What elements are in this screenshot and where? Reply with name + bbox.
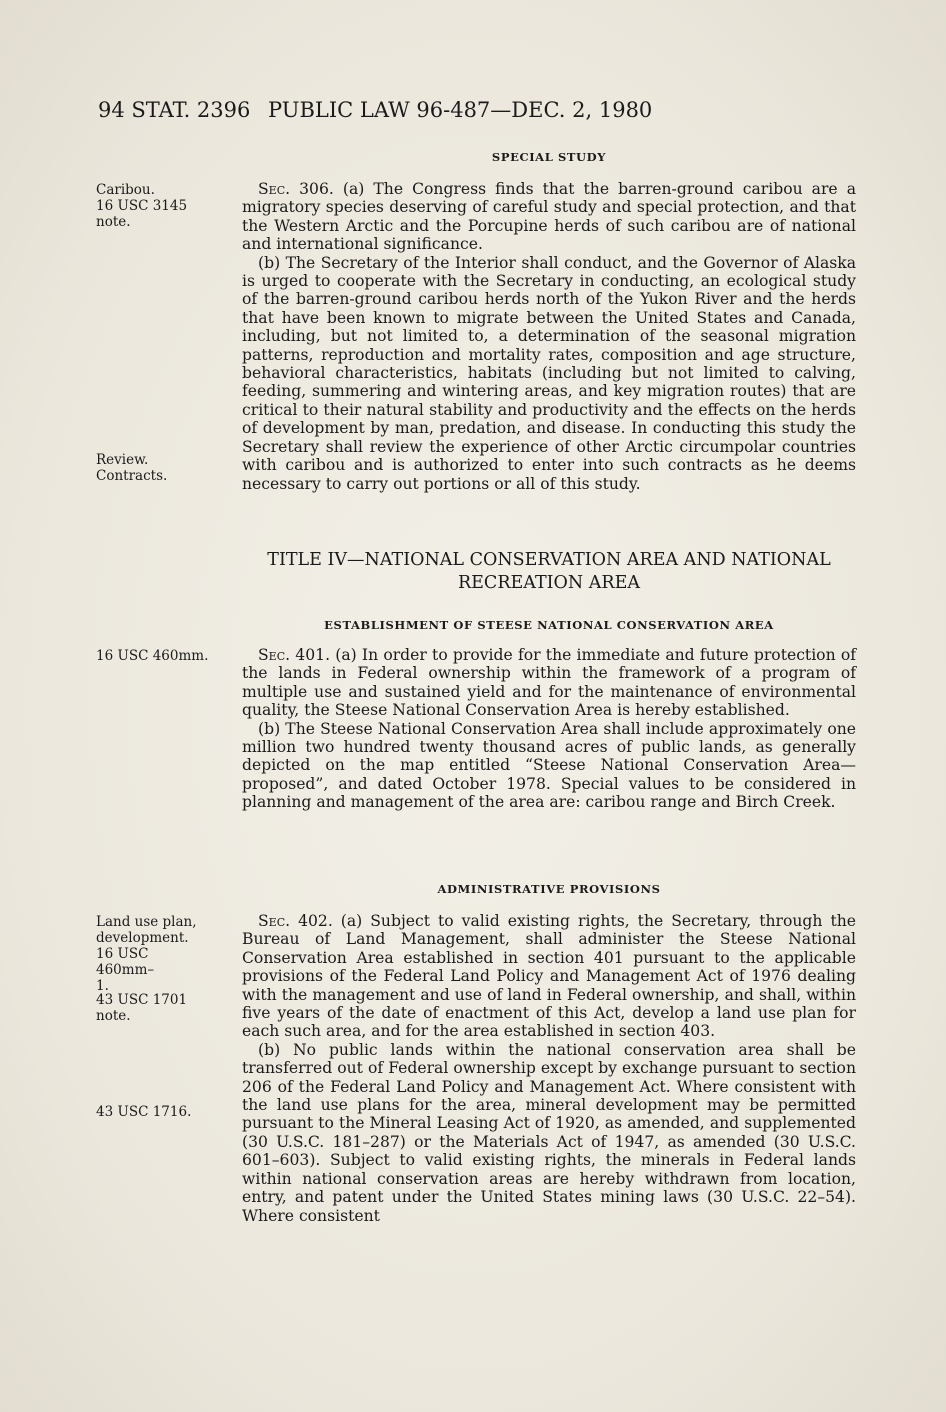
margin-note-1716: 43 USC 1716. [96, 1104, 192, 1120]
section-402-a [242, 912, 856, 1041]
margin-note-land-use [96, 914, 208, 994]
heading-steese-establishment: ESTABLISHMENT OF STEESE NATIONAL CONSERVATION AREA [324, 618, 774, 632]
section-306-a-text: 306. (a) The Congress finds that the barren-ground caribou are a migratory species deserving of careful study and special protection, and that the Western Arctic and the Porcupine herds of such caribou are of national and international significance. [242, 180, 856, 254]
section-402-a-text: 402. (a) Subject to valid existing rights, the Secretary, through the Bureau of Land Management, shall administer the Steese National Conservation Area established in section 401 pursuant to the applicable provisions of the Federal Land Policy and Management Act of 1976 dealing with the management and use of land in Federal ownership, and shall, within five years of the date of enactment of this Act, develop a land use plan for each such area, and for the area established in section 403. [242, 912, 856, 1041]
margin-note-contracts-label: Contracts. [96, 468, 168, 484]
margin-note-caribou-cite: 16 USC 3145 note. [96, 198, 188, 230]
margin-note-caribou [96, 182, 236, 230]
margin-note-caribou-label: Caribou. [96, 182, 155, 198]
section-label: Sec. [258, 912, 291, 930]
title-iv-line1: TITLE IV—NATIONAL CONSERVATION AREA AND NATIONAL [267, 550, 831, 570]
margin-note-review [96, 452, 236, 484]
margin-note-review-label: Review. [96, 452, 149, 468]
heading-special-study: SPECIAL STUDY [491, 150, 607, 164]
section-306-b: (b) The Secretary of the Interior shall conduct, and the Governor of Alaska is urged to cooperate with the Secretary in conducting, an ecological study of the barren-ground caribou herds north of the Yukon River and the herds that have been known to migrate between the United States and Canada, including, but not limited to, a determination of the seasonal migration patterns, reproduction and mortality rates, composition and age structure, behavioral characteristics, habitats (including but not limited to calving, feeding, summering and wintering areas, and key migration routes) that are critical to their natural stability and productivity and the effects on the herds of development by man, predation, and disease. In conducting this study the Secretary shall review the experience of other Arctic circumpolar countries with caribou and is authorized to enter into such contracts as he deems necessary to carry out portions or all of this study. [242, 253, 856, 493]
section-401 [242, 646, 856, 812]
section-401-b: (b) The Steese National Conservation Area shall include approximately one million two hundred twenty thousand acres of public lands, as generally depicted on the map entitled “Steese National Conservation Area—proposed”, and dated October 1978. Special values to be considered in planning and management of the area are: caribou range and Birch Creek. [242, 719, 856, 812]
stat-page-number: 94 STAT. 2396 [98, 98, 251, 122]
public-law-title: PUBLIC LAW 96-487—DEC. 2, 1980 [268, 98, 653, 122]
section-306-a [242, 180, 856, 254]
margin-note-460mm: 16 USC 460mm. [96, 648, 209, 664]
section-306 [242, 180, 856, 493]
section-label: Sec. [258, 180, 291, 198]
section-402-b: (b) No public lands within the national conservation area shall be transferred out of Federal ownership except by exchange pursuant to section 206 of the Federal Land Policy and Management Act. Where consistent with the land use plans for the area, mineral development may be permitted pursuant to the Mineral Leasing Act of 1920, as amended, and supplemented (30 U.S.C. 181–287) or the Materials Act of 1947, as amended (30 U.S.C. 601–603). Subject to valid existing rights, the minerals in Federal lands within national conservation areas are hereby withdrawn from location, entry, and patent under the United States mining laws (30 U.S.C. 22–54). Where consistent [242, 1040, 856, 1225]
margin-note-460mm1: 16 USC 460mm–1. [96, 946, 155, 994]
title-iv-heading [242, 549, 856, 595]
page-header [98, 98, 852, 130]
section-401-a-text: 401. (a) In order to provide for the immediate and future protection of the lands in Federal ownership within the framework of a program of multiple use and sustained yield and for the maintenance of environmental quality, the Steese National Conservation Area is hereby established. [242, 646, 856, 720]
margin-note-land-use-label: Land use plan, development. [96, 914, 197, 946]
title-iv-line2: RECREATION AREA [457, 573, 640, 593]
section-402 [242, 912, 856, 1225]
heading-administrative-provisions: ADMINISTRATIVE PROVISIONS [437, 882, 661, 896]
section-401-a [242, 646, 856, 720]
margin-note-1701: 43 USC 1701 note. [96, 992, 188, 1024]
section-label: Sec. [258, 646, 291, 664]
